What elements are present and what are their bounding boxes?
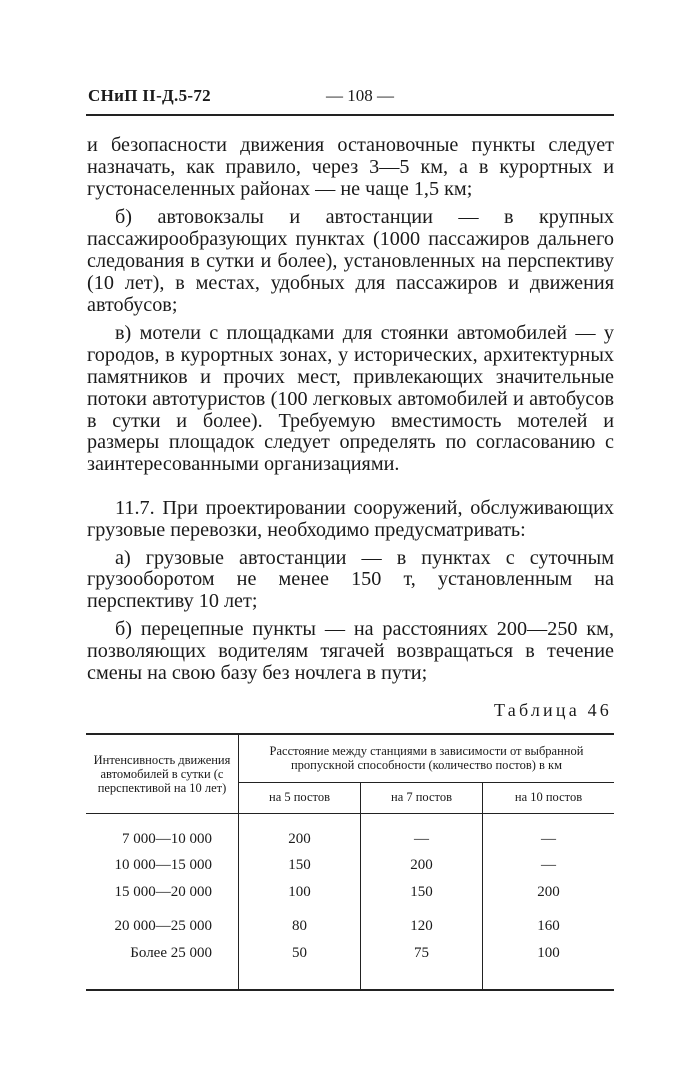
table-cell: 100 [239, 879, 361, 906]
table-cell: — [361, 826, 483, 853]
document-code: СНиП II-Д.5-72 [88, 86, 211, 105]
table-cell: 50 [239, 940, 361, 967]
table-cell: 200 [537, 883, 560, 900]
table-cell: 20 000—25 000 [86, 914, 239, 941]
table-row [86, 853, 614, 880]
table-cell: — [541, 830, 556, 847]
table-header-distance: Расстояние между станциями в зависимости от выбранной пропускной способности (количество постов) в км [239, 734, 615, 782]
table-subheader-7-posts: на 7 постов [361, 782, 483, 813]
paragraph-motels: в) мотели с площадками для стоянки автомобилей — у городов, в курортных зонах, у исторических, архитектурных памятников и прочих мест, привлекающих значительные потоки автотуристов (100 легковых автомобилей и автобусов в сутки и более). Требуемую вместимость мотелей и размеры площадок следует определять по согласованию с заинтересованными организациями. [87, 322, 614, 476]
table-cell: 15 000—20 000 [86, 879, 239, 906]
page-number: — 108 — [326, 86, 394, 105]
table-cell: 120 [361, 914, 483, 941]
paragraph-continuation: и безопасности движения остановочные пункты следует назначать, как правило, через 3—5 км, а в курортных и густонаселенных районах — не чаще 1,5 км; [87, 134, 614, 200]
paragraph-relay-points: б) перецепные пункты — на расстояниях 200—250 км, позволяющих водителям тягачей возвращаться в течение смены на свою базу без ночлега в пути; [87, 617, 614, 684]
table-row [86, 914, 614, 941]
paragraph-cargo-stations: а) грузовые автостанции — в пунктах с суточным грузооборотом не менее 150 т, установленным на перспективу 10 лет; [87, 546, 614, 613]
table-cell: 100 [537, 944, 560, 961]
running-header [88, 86, 608, 110]
header-rule [86, 114, 614, 116]
table-cell: 75 [361, 940, 483, 967]
paragraph-section-11-7: 11.7. При проектировании сооружений, обслуживающих грузовые перевозки, необходимо предусматривать: [87, 496, 614, 541]
table-cell: 160 [537, 918, 560, 935]
table-row [86, 940, 614, 967]
table-cell: 150 [239, 853, 361, 880]
body-text [87, 135, 614, 684]
table-46 [86, 733, 614, 991]
table-label: Таблица 46 [494, 700, 612, 720]
table-subheader-5-posts: на 5 постов [239, 782, 361, 813]
table-cell: 10 000—15 000 [86, 853, 239, 880]
table-header-intensity: Интенсивность движения автомобилей в сутки (с перспективой на 10 лет) [86, 734, 239, 814]
table-cell: 150 [361, 879, 483, 906]
table-cell: 7 000—10 000 [86, 826, 239, 853]
table-cell: 200 [361, 853, 483, 880]
paragraph-bus-stations: б) автовокзалы и автостанции — в крупных пассажирообразующих пунктах (1000 пассажиров дальнего следования в сутки и более), установленных на перспективу (10 лет), в местах, удобных для пассажиров и движения автобусов; [87, 206, 614, 316]
table-cell: 80 [239, 914, 361, 941]
table-cell: — [541, 857, 556, 874]
table-cell: Более 25 000 [86, 940, 239, 967]
table-row [86, 879, 614, 906]
table-cell: 200 [239, 826, 361, 853]
table-row [86, 826, 614, 853]
table-subheader-10-posts: на 10 постов [483, 782, 615, 813]
